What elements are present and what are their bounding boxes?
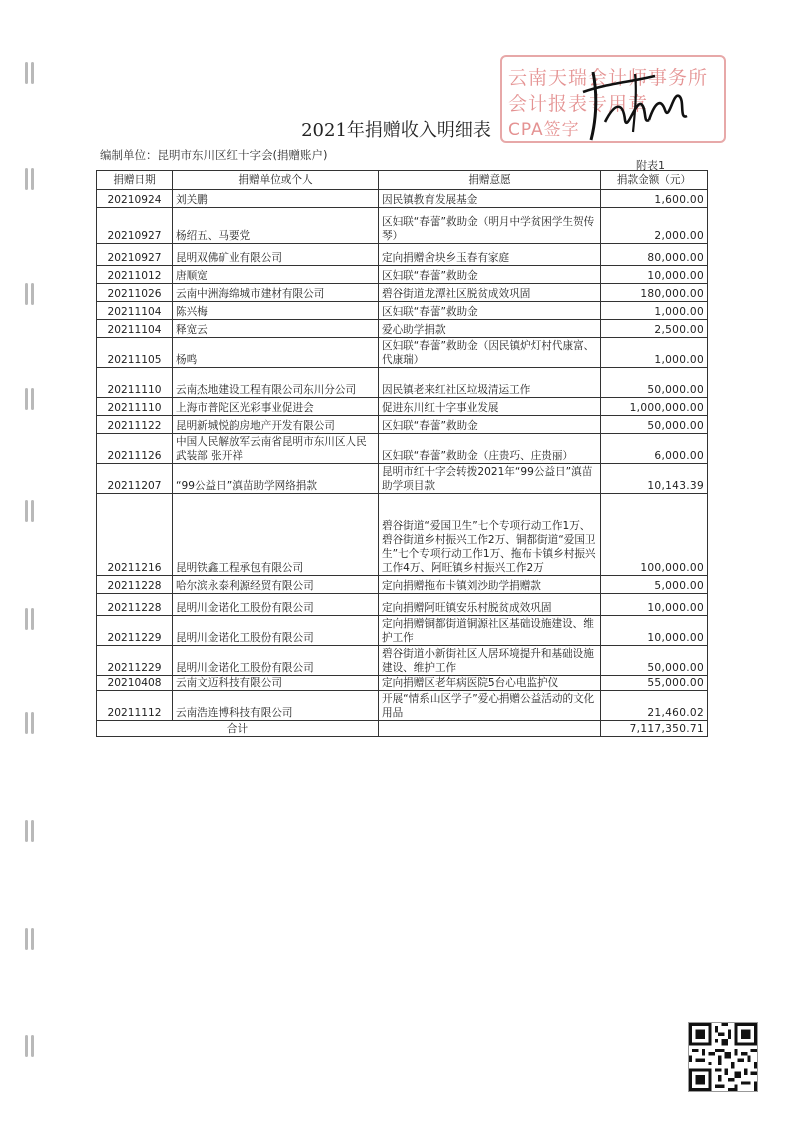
cell-amount: 1,600.00 xyxy=(601,190,708,208)
cell-purpose: 区妇联“春蕾”救助金 xyxy=(379,302,601,320)
stamp-line: 云南天瑞会计师事务所 xyxy=(508,67,709,89)
table-row xyxy=(97,646,708,676)
cell-date: 20210924 xyxy=(97,190,173,208)
cell-date: 20211104 xyxy=(97,302,173,320)
stamp-line: CPA签字 xyxy=(508,120,580,140)
table-row xyxy=(97,594,708,616)
table-row xyxy=(97,266,708,284)
cell-amount: 10,000.00 xyxy=(601,266,708,284)
cell-donor: 云南文迈科技有限公司 xyxy=(173,676,379,691)
binding-hole xyxy=(24,62,36,88)
table-row xyxy=(97,338,708,368)
binding-hole xyxy=(24,820,36,846)
total-label: 合计 xyxy=(97,721,379,737)
donation-table xyxy=(96,170,708,737)
header-purpose: 捐赠意愿 xyxy=(379,171,601,190)
cell-amount: 10,000.00 xyxy=(601,616,708,646)
cell-amount: 80,000.00 xyxy=(601,244,708,266)
table-row xyxy=(97,208,708,244)
cell-date: 20211122 xyxy=(97,416,173,434)
cell-purpose: 因民镇教育发展基金 xyxy=(379,190,601,208)
cell-donor: “99公益日”滇苗助学网络捐款 xyxy=(173,464,379,494)
table-row xyxy=(97,302,708,320)
binding-hole xyxy=(24,168,36,194)
cell-date: 20211110 xyxy=(97,398,173,416)
table-row xyxy=(97,368,708,398)
cell-purpose: 因民镇老来红社区垃圾清运工作 xyxy=(379,368,601,398)
cell-donor: 刘关鹏 xyxy=(173,190,379,208)
table-row xyxy=(97,576,708,594)
appendix-label: 附表1 xyxy=(636,159,665,172)
cell-donor: 哈尔滨永泰利源经贸有限公司 xyxy=(173,576,379,594)
page-title: 2021年捐赠收入明细表 xyxy=(301,120,491,141)
cell-amount: 1,000.00 xyxy=(601,302,708,320)
cell-donor: 昆明川金诺化工股份有限公司 xyxy=(173,646,379,676)
cell-amount: 5,000.00 xyxy=(601,576,708,594)
cell-purpose: 碧谷街道小新街社区人居环境提升和基础设施建设、维护工作 xyxy=(379,646,601,676)
cell-donor: 昆明铁鑫工程承包有限公司 xyxy=(173,494,379,576)
cell-donor: 云南中洲海绵城市建材有限公司 xyxy=(173,284,379,302)
cell-purpose: 促进东川红十字事业发展 xyxy=(379,398,601,416)
table-row xyxy=(97,434,708,464)
cell-date: 20210927 xyxy=(97,244,173,266)
cell-donor: 昆明双佛矿业有限公司 xyxy=(173,244,379,266)
cell-purpose: 区妇联“春蕾”救助金 xyxy=(379,416,601,434)
table-row xyxy=(97,284,708,302)
cell-purpose: 定向捐赠舍块乡玉春有家庭 xyxy=(379,244,601,266)
cell-date: 20211229 xyxy=(97,616,173,646)
cell-purpose: 碧谷街道龙潭社区脱贫成效巩固 xyxy=(379,284,601,302)
cell-amount: 50,000.00 xyxy=(601,646,708,676)
binding-hole xyxy=(24,1035,36,1061)
cell-date: 20211026 xyxy=(97,284,173,302)
total-amount: 7,117,350.71 xyxy=(601,721,708,737)
binding-hole xyxy=(24,608,36,634)
cell-purpose: 区妇联“春蕾”救助金（庄贵巧、庄贵丽） xyxy=(379,434,601,464)
cell-purpose: 定向捐赠拖布卡镇刘沙助学捐赠款 xyxy=(379,576,601,594)
cell-purpose: 开展“情系山区学子”爱心捐赠公益活动的文化用品 xyxy=(379,691,601,721)
table-header-row xyxy=(97,171,708,190)
cell-donor: 上海市普陀区光彩事业促进会 xyxy=(173,398,379,416)
binding-hole xyxy=(24,500,36,526)
cell-amount: 2,000.00 xyxy=(601,208,708,244)
cell-amount: 21,460.02 xyxy=(601,691,708,721)
cell-purpose: 碧谷街道“爱国卫生”七个专项行动工作1万、碧谷街道乡村振兴工作2万、铜都街道“爱国卫生”七个专项行动工作1万、拖布卡镇乡村振兴工作4万、阿旺镇乡村振兴工作2万 xyxy=(379,494,601,576)
total-row xyxy=(97,721,708,737)
binding-hole xyxy=(24,388,36,414)
binding-hole xyxy=(24,928,36,954)
table-row xyxy=(97,691,708,721)
cell-amount: 2,500.00 xyxy=(601,320,708,338)
cell-donor: 昆明新城悦韵房地产开发有限公司 xyxy=(173,416,379,434)
cell-amount: 100,000.00 xyxy=(601,494,708,576)
cell-donor: 陈兴梅 xyxy=(173,302,379,320)
cell-date: 20210927 xyxy=(97,208,173,244)
cell-donor: 云南浩连博科技有限公司 xyxy=(173,691,379,721)
cell-amount: 1,000.00 xyxy=(601,338,708,368)
cell-date: 20211110 xyxy=(97,368,173,398)
table-row xyxy=(97,494,708,576)
table-row xyxy=(97,616,708,646)
total-empty-cell xyxy=(379,721,601,737)
cell-donor: 中国人民解放军云南省昆明市东川区人民武装部 张开祥 xyxy=(173,434,379,464)
cell-date: 20211104 xyxy=(97,320,173,338)
cell-purpose: 昆明市红十字会转拨2021年“99公益日”滇苗助学项目款 xyxy=(379,464,601,494)
header-amount: 捐款金额（元） xyxy=(601,171,708,190)
cell-purpose: 爱心助学捐款 xyxy=(379,320,601,338)
cell-donor: 杨鸣 xyxy=(173,338,379,368)
table-row xyxy=(97,416,708,434)
cell-donor: 唐顺宽 xyxy=(173,266,379,284)
table-row xyxy=(97,464,708,494)
cell-amount: 50,000.00 xyxy=(601,416,708,434)
table-row xyxy=(97,320,708,338)
cell-date: 20210408 xyxy=(97,676,173,691)
header-date: 捐赠日期 xyxy=(97,171,173,190)
cell-donor: 杨绍五、马要党 xyxy=(173,208,379,244)
qr-code-icon xyxy=(688,1022,758,1092)
table-row xyxy=(97,676,708,691)
header-donor: 捐赠单位或个人 xyxy=(173,171,379,190)
binding-hole xyxy=(24,283,36,309)
cell-date: 20211228 xyxy=(97,594,173,616)
cell-amount: 180,000.00 xyxy=(601,284,708,302)
cell-purpose: 定向捐赠铜都街道铜源社区基础设施建设、维护工作 xyxy=(379,616,601,646)
cell-date: 20211112 xyxy=(97,691,173,721)
binding-hole xyxy=(24,712,36,738)
cell-purpose: 区妇联“春蕾”救助金（明月中学贫困学生贺传琴） xyxy=(379,208,601,244)
cell-amount: 1,000,000.00 xyxy=(601,398,708,416)
cell-amount: 6,000.00 xyxy=(601,434,708,464)
cell-date: 20211105 xyxy=(97,338,173,368)
table-row xyxy=(97,190,708,208)
cell-date: 20211012 xyxy=(97,266,173,284)
cell-donor: 昆明川金诺化工股份有限公司 xyxy=(173,594,379,616)
cell-purpose: 区妇联“春蕾”救助金 xyxy=(379,266,601,284)
cell-amount: 55,000.00 xyxy=(601,676,708,691)
cell-date: 20211207 xyxy=(97,464,173,494)
cell-purpose: 定向捐赠阿旺镇安乐村脱贫成效巩固 xyxy=(379,594,601,616)
cell-date: 20211216 xyxy=(97,494,173,576)
table-row xyxy=(97,244,708,266)
cell-date: 20211228 xyxy=(97,576,173,594)
cell-date: 20211126 xyxy=(97,434,173,464)
cell-amount: 10,143.39 xyxy=(601,464,708,494)
stamp-line: 会计报表专用章 xyxy=(508,93,649,115)
cell-purpose: 区妇联“春蕾”救助金（因民镇炉灯村代康富、代康瑞） xyxy=(379,338,601,368)
cell-donor: 释宽云 xyxy=(173,320,379,338)
unit-label: 编制单位：昆明市东川区红十字会(捐赠账户) xyxy=(100,148,328,162)
cell-purpose: 定向捐赠区老年病医院5台心电监护仪 xyxy=(379,676,601,691)
cell-amount: 50,000.00 xyxy=(601,368,708,398)
cell-donor: 昆明川金诺化工股份有限公司 xyxy=(173,616,379,646)
cell-amount: 10,000.00 xyxy=(601,594,708,616)
table-row xyxy=(97,398,708,416)
cell-donor: 云南杰地建设工程有限公司东川分公司 xyxy=(173,368,379,398)
cell-date: 20211229 xyxy=(97,646,173,676)
